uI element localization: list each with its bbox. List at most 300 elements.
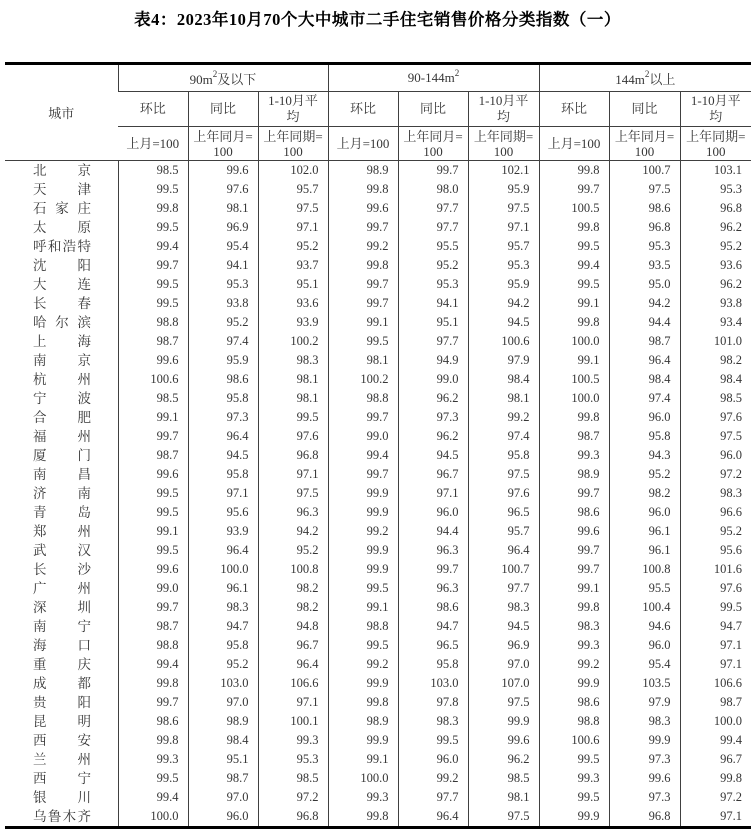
value-cell: 96.7 <box>680 750 751 769</box>
value-cell: 97.6 <box>188 180 258 199</box>
city-name: 沈 阳 <box>33 258 91 273</box>
value-cell: 96.4 <box>258 655 328 674</box>
value-cell: 95.9 <box>468 275 539 294</box>
value-cell: 99.5 <box>118 484 188 503</box>
city-name: 西 宁 <box>33 771 91 786</box>
value-cell: 99.5 <box>118 294 188 313</box>
value-cell: 95.2 <box>258 237 328 256</box>
value-cell: 99.7 <box>328 465 398 484</box>
size-group-header-90-below <box>118 64 328 92</box>
metric-header-mom: 环比 <box>328 92 398 127</box>
value-cell: 99.3 <box>539 636 609 655</box>
value-cell: 99.1 <box>328 750 398 769</box>
table-row <box>5 579 751 598</box>
value-cell: 97.3 <box>609 788 680 807</box>
value-cell: 99.5 <box>118 275 188 294</box>
city-name: 北 京 <box>33 163 91 178</box>
value-cell: 97.7 <box>398 332 468 351</box>
value-cell: 97.3 <box>609 750 680 769</box>
value-cell: 97.3 <box>398 408 468 427</box>
value-cell: 98.1 <box>258 389 328 408</box>
value-cell: 99.7 <box>328 294 398 313</box>
table-row <box>5 807 751 828</box>
value-cell: 97.5 <box>609 180 680 199</box>
value-cell: 96.0 <box>188 807 258 828</box>
value-cell: 99.6 <box>328 199 398 218</box>
value-cell: 96.0 <box>398 750 468 769</box>
value-cell: 100.0 <box>539 389 609 408</box>
value-cell: 97.5 <box>468 465 539 484</box>
value-cell: 96.4 <box>398 807 468 828</box>
city-name: 西 安 <box>33 733 91 748</box>
city-name-cell <box>5 731 118 750</box>
value-cell: 96.0 <box>680 446 751 465</box>
value-cell: 101.6 <box>680 560 751 579</box>
base-header-prev-month: 上月=100 <box>328 127 398 161</box>
value-cell: 95.8 <box>188 389 258 408</box>
table-row <box>5 389 751 408</box>
city-name: 天 津 <box>33 182 91 197</box>
value-cell: 97.7 <box>468 579 539 598</box>
value-cell: 96.9 <box>468 636 539 655</box>
value-cell: 93.5 <box>609 256 680 275</box>
city-name: 海 口 <box>33 638 91 653</box>
value-cell: 99.0 <box>328 427 398 446</box>
value-cell: 97.7 <box>398 218 468 237</box>
value-cell: 95.2 <box>188 655 258 674</box>
value-cell: 96.2 <box>468 750 539 769</box>
table-row <box>5 275 751 294</box>
value-cell: 99.6 <box>468 731 539 750</box>
table-row <box>5 731 751 750</box>
value-cell: 99.6 <box>539 522 609 541</box>
value-cell: 98.8 <box>118 313 188 332</box>
value-cell: 97.0 <box>188 788 258 807</box>
value-cell: 94.7 <box>188 617 258 636</box>
value-cell: 99.5 <box>680 598 751 617</box>
value-cell: 99.8 <box>328 180 398 199</box>
table-row <box>5 541 751 560</box>
value-cell: 98.8 <box>328 389 398 408</box>
value-cell: 99.2 <box>398 769 468 788</box>
city-name: 长 沙 <box>33 562 91 577</box>
value-cell: 98.3 <box>398 712 468 731</box>
value-cell: 99.7 <box>539 180 609 199</box>
value-cell: 99.4 <box>328 446 398 465</box>
city-name: 乌 鲁 木 齐 <box>33 809 91 824</box>
value-cell: 96.0 <box>609 408 680 427</box>
value-cell: 98.6 <box>118 712 188 731</box>
value-cell: 95.8 <box>188 636 258 655</box>
value-cell: 99.9 <box>539 807 609 828</box>
table-row <box>5 769 751 788</box>
value-cell: 99.7 <box>118 693 188 712</box>
value-cell: 97.9 <box>609 693 680 712</box>
value-cell: 100.7 <box>468 560 539 579</box>
value-cell: 98.4 <box>680 370 751 389</box>
value-cell: 95.3 <box>398 275 468 294</box>
city-name: 成 都 <box>33 676 91 691</box>
value-cell: 99.2 <box>328 237 398 256</box>
value-cell: 99.1 <box>328 313 398 332</box>
value-cell: 95.8 <box>188 465 258 484</box>
value-cell: 98.5 <box>118 389 188 408</box>
value-cell: 106.6 <box>680 674 751 693</box>
city-name: 青 岛 <box>33 505 91 520</box>
value-cell: 94.3 <box>609 446 680 465</box>
value-cell: 94.4 <box>398 522 468 541</box>
size-group-header-90-144 <box>328 64 539 92</box>
value-cell: 93.6 <box>258 294 328 313</box>
base-header-same-period: 上年同期=100 <box>680 127 751 161</box>
value-cell: 99.5 <box>118 180 188 199</box>
value-cell: 100.6 <box>468 332 539 351</box>
value-cell: 99.9 <box>328 503 398 522</box>
value-cell: 96.4 <box>468 541 539 560</box>
value-cell: 100.6 <box>118 370 188 389</box>
value-cell: 96.2 <box>680 275 751 294</box>
value-cell: 99.5 <box>328 332 398 351</box>
value-cell: 99.8 <box>328 693 398 712</box>
value-cell: 94.2 <box>468 294 539 313</box>
city-name-cell <box>5 351 118 370</box>
value-cell: 99.5 <box>398 731 468 750</box>
value-cell: 96.2 <box>680 218 751 237</box>
value-cell: 98.5 <box>680 389 751 408</box>
city-name-cell <box>5 465 118 484</box>
size-group-label-suffix: 及以下 <box>217 71 257 87</box>
value-cell: 97.1 <box>680 636 751 655</box>
city-name-cell <box>5 636 118 655</box>
value-cell: 107.0 <box>468 674 539 693</box>
value-cell: 99.5 <box>118 541 188 560</box>
base-header-same-month: 上年同月=100 <box>398 127 468 161</box>
city-name: 大 连 <box>33 277 91 292</box>
table-row <box>5 617 751 636</box>
value-cell: 99.2 <box>328 522 398 541</box>
city-name: 合 肥 <box>33 410 91 425</box>
value-cell: 100.0 <box>188 560 258 579</box>
value-cell: 97.9 <box>468 351 539 370</box>
table-row <box>5 636 751 655</box>
value-cell: 95.3 <box>609 237 680 256</box>
metric-header-avg: 1-10月平均 <box>680 92 751 127</box>
city-name-cell <box>5 370 118 389</box>
city-name: 南 宁 <box>33 619 91 634</box>
value-cell: 99.0 <box>118 579 188 598</box>
value-cell: 99.8 <box>539 161 609 181</box>
value-cell: 95.2 <box>680 522 751 541</box>
city-name: 呼 和 浩 特 <box>33 239 91 254</box>
city-name: 石 家 庄 <box>33 201 91 216</box>
value-cell: 98.5 <box>118 161 188 181</box>
value-cell: 100.0 <box>680 712 751 731</box>
size-group-label: 90m <box>189 71 213 87</box>
table-row <box>5 408 751 427</box>
value-cell: 98.2 <box>609 484 680 503</box>
value-cell: 98.8 <box>118 636 188 655</box>
metric-header-yoy: 同比 <box>609 92 680 127</box>
value-cell: 99.7 <box>539 560 609 579</box>
base-header-prev-month: 上月=100 <box>118 127 188 161</box>
value-cell: 99.5 <box>328 636 398 655</box>
value-cell: 99.7 <box>398 161 468 181</box>
city-name-cell <box>5 598 118 617</box>
value-cell: 99.7 <box>398 560 468 579</box>
value-cell: 99.9 <box>609 731 680 750</box>
table-row <box>5 294 751 313</box>
value-cell: 95.9 <box>188 351 258 370</box>
metric-header-avg: 1-10月平均 <box>258 92 328 127</box>
value-cell: 97.2 <box>258 788 328 807</box>
city-name-cell <box>5 484 118 503</box>
value-cell: 97.0 <box>188 693 258 712</box>
city-name: 兰 州 <box>33 752 91 767</box>
value-cell: 99.9 <box>328 560 398 579</box>
value-cell: 100.4 <box>609 598 680 617</box>
value-cell: 96.0 <box>609 503 680 522</box>
value-cell: 97.1 <box>468 218 539 237</box>
city-name-cell <box>5 313 118 332</box>
value-cell: 100.5 <box>539 370 609 389</box>
table-row <box>5 560 751 579</box>
metric-header-yoy: 同比 <box>398 92 468 127</box>
city-name: 重 庆 <box>33 657 91 672</box>
value-cell: 97.2 <box>680 788 751 807</box>
value-cell: 99.9 <box>539 674 609 693</box>
value-cell: 95.2 <box>609 465 680 484</box>
value-cell: 97.5 <box>680 427 751 446</box>
value-cell: 95.2 <box>398 256 468 275</box>
value-cell: 98.9 <box>328 712 398 731</box>
table-row <box>5 313 751 332</box>
value-cell: 98.7 <box>609 332 680 351</box>
value-cell: 95.4 <box>188 237 258 256</box>
city-name-cell <box>5 522 118 541</box>
city-name-cell <box>5 617 118 636</box>
value-cell: 99.1 <box>539 294 609 313</box>
value-cell: 106.6 <box>258 674 328 693</box>
city-name-cell <box>5 408 118 427</box>
metric-header-mom: 环比 <box>118 92 188 127</box>
value-cell: 94.7 <box>398 617 468 636</box>
value-cell: 95.3 <box>258 750 328 769</box>
value-cell: 98.6 <box>188 370 258 389</box>
value-cell: 99.3 <box>118 750 188 769</box>
value-cell: 95.5 <box>398 237 468 256</box>
value-cell: 99.9 <box>328 731 398 750</box>
table-row <box>5 674 751 693</box>
value-cell: 98.3 <box>609 712 680 731</box>
city-name-cell <box>5 750 118 769</box>
table-row <box>5 693 751 712</box>
value-cell: 99.2 <box>539 655 609 674</box>
value-cell: 97.4 <box>188 332 258 351</box>
city-name: 银 川 <box>33 790 91 805</box>
value-cell: 96.4 <box>188 427 258 446</box>
value-cell: 99.8 <box>539 598 609 617</box>
value-cell: 98.2 <box>258 579 328 598</box>
value-cell: 103.5 <box>609 674 680 693</box>
value-cell: 98.3 <box>258 351 328 370</box>
value-cell: 97.7 <box>398 199 468 218</box>
value-cell: 99.7 <box>118 427 188 446</box>
value-cell: 96.1 <box>188 579 258 598</box>
value-cell: 99.2 <box>328 655 398 674</box>
value-cell: 98.7 <box>188 769 258 788</box>
size-group-label: 90-144m <box>407 70 455 85</box>
value-cell: 96.5 <box>468 503 539 522</box>
value-cell: 94.9 <box>398 351 468 370</box>
value-cell: 99.4 <box>539 256 609 275</box>
value-cell: 98.2 <box>258 598 328 617</box>
page-title: 表4：2023年10月70个大中城市二手住宅销售价格分类指数（一） <box>134 10 621 29</box>
value-cell: 94.5 <box>468 617 539 636</box>
size-group-label: 144m <box>615 71 645 87</box>
table-row <box>5 332 751 351</box>
value-cell: 99.9 <box>328 484 398 503</box>
value-cell: 98.7 <box>118 332 188 351</box>
value-cell: 98.4 <box>188 731 258 750</box>
value-cell: 95.1 <box>188 750 258 769</box>
value-cell: 97.3 <box>188 408 258 427</box>
base-header-prev-month: 上月=100 <box>539 127 609 161</box>
value-cell: 94.1 <box>188 256 258 275</box>
table-row <box>5 237 751 256</box>
value-cell: 99.9 <box>328 541 398 560</box>
value-cell: 99.8 <box>539 313 609 332</box>
value-cell: 94.1 <box>398 294 468 313</box>
value-cell: 99.4 <box>118 788 188 807</box>
value-cell: 94.8 <box>258 617 328 636</box>
metric-header-mom: 环比 <box>539 92 609 127</box>
superscript-2: 2 <box>644 69 650 80</box>
value-cell: 100.5 <box>539 199 609 218</box>
value-cell: 99.6 <box>118 465 188 484</box>
metric-header-avg: 1-10月平均 <box>468 92 539 127</box>
value-cell: 99.9 <box>328 674 398 693</box>
table-row <box>5 256 751 275</box>
value-cell: 98.5 <box>468 769 539 788</box>
city-name-cell <box>5 275 118 294</box>
value-cell: 96.8 <box>609 807 680 828</box>
city-name-cell <box>5 693 118 712</box>
value-cell: 93.9 <box>188 522 258 541</box>
value-cell: 99.7 <box>539 484 609 503</box>
value-cell: 99.5 <box>118 218 188 237</box>
value-cell: 98.6 <box>398 598 468 617</box>
value-cell: 99.7 <box>539 541 609 560</box>
value-cell: 95.8 <box>468 446 539 465</box>
value-cell: 100.6 <box>539 731 609 750</box>
value-cell: 98.7 <box>539 427 609 446</box>
city-name-cell <box>5 674 118 693</box>
table-row <box>5 180 751 199</box>
value-cell: 99.8 <box>328 256 398 275</box>
value-cell: 99.6 <box>118 351 188 370</box>
table-row <box>5 370 751 389</box>
value-cell: 99.4 <box>680 731 751 750</box>
city-name-cell <box>5 712 118 731</box>
value-cell: 99.4 <box>118 655 188 674</box>
value-cell: 97.6 <box>680 408 751 427</box>
base-header-same-month: 上年同月=100 <box>609 127 680 161</box>
value-cell: 99.8 <box>539 408 609 427</box>
table-row <box>5 218 751 237</box>
value-cell: 96.2 <box>398 389 468 408</box>
table-row <box>5 351 751 370</box>
value-cell: 96.5 <box>398 636 468 655</box>
city-name-cell <box>5 446 118 465</box>
value-cell: 96.2 <box>398 427 468 446</box>
value-cell: 93.7 <box>258 256 328 275</box>
city-name: 郑 州 <box>33 524 91 539</box>
value-cell: 96.1 <box>609 522 680 541</box>
value-cell: 102.0 <box>258 161 328 181</box>
value-cell: 99.3 <box>539 769 609 788</box>
city-name-cell <box>5 294 118 313</box>
value-cell: 95.7 <box>468 522 539 541</box>
table-row <box>5 598 751 617</box>
value-cell: 99.5 <box>328 579 398 598</box>
value-cell: 94.7 <box>680 617 751 636</box>
table-row <box>5 199 751 218</box>
value-cell: 97.0 <box>468 655 539 674</box>
value-cell: 99.7 <box>328 218 398 237</box>
value-cell: 99.1 <box>118 522 188 541</box>
value-cell: 100.2 <box>328 370 398 389</box>
value-cell: 96.8 <box>680 199 751 218</box>
value-cell: 98.6 <box>539 503 609 522</box>
value-cell: 96.3 <box>258 503 328 522</box>
value-cell: 99.5 <box>539 237 609 256</box>
value-cell: 99.1 <box>539 351 609 370</box>
value-cell: 99.6 <box>188 161 258 181</box>
value-cell: 98.7 <box>118 446 188 465</box>
price-index-table <box>5 62 751 829</box>
value-cell: 97.1 <box>680 807 751 828</box>
city-name: 哈 尔 滨 <box>33 315 91 330</box>
table-row <box>5 788 751 807</box>
value-cell: 99.8 <box>680 769 751 788</box>
city-name: 杭 州 <box>33 372 91 387</box>
value-cell: 99.7 <box>118 256 188 275</box>
value-cell: 95.3 <box>468 256 539 275</box>
value-cell: 95.7 <box>468 237 539 256</box>
city-name: 太 原 <box>33 220 91 235</box>
city-name-cell <box>5 427 118 446</box>
value-cell: 99.3 <box>328 788 398 807</box>
city-name: 长 春 <box>33 296 91 311</box>
value-cell: 95.8 <box>398 655 468 674</box>
value-cell: 96.1 <box>609 541 680 560</box>
value-cell: 103.0 <box>398 674 468 693</box>
value-cell: 99.2 <box>468 408 539 427</box>
value-cell: 95.1 <box>258 275 328 294</box>
value-cell: 97.5 <box>468 807 539 828</box>
size-group-header-144-above <box>539 64 751 92</box>
table-row <box>5 446 751 465</box>
value-cell: 96.7 <box>258 636 328 655</box>
value-cell: 100.8 <box>258 560 328 579</box>
base-header-same-period: 上年同期=100 <box>258 127 328 161</box>
city-name-cell <box>5 332 118 351</box>
city-name: 宁 波 <box>33 391 91 406</box>
city-name: 贵 阳 <box>33 695 91 710</box>
value-cell: 98.3 <box>188 598 258 617</box>
value-cell: 95.1 <box>398 313 468 332</box>
value-cell: 99.1 <box>118 408 188 427</box>
